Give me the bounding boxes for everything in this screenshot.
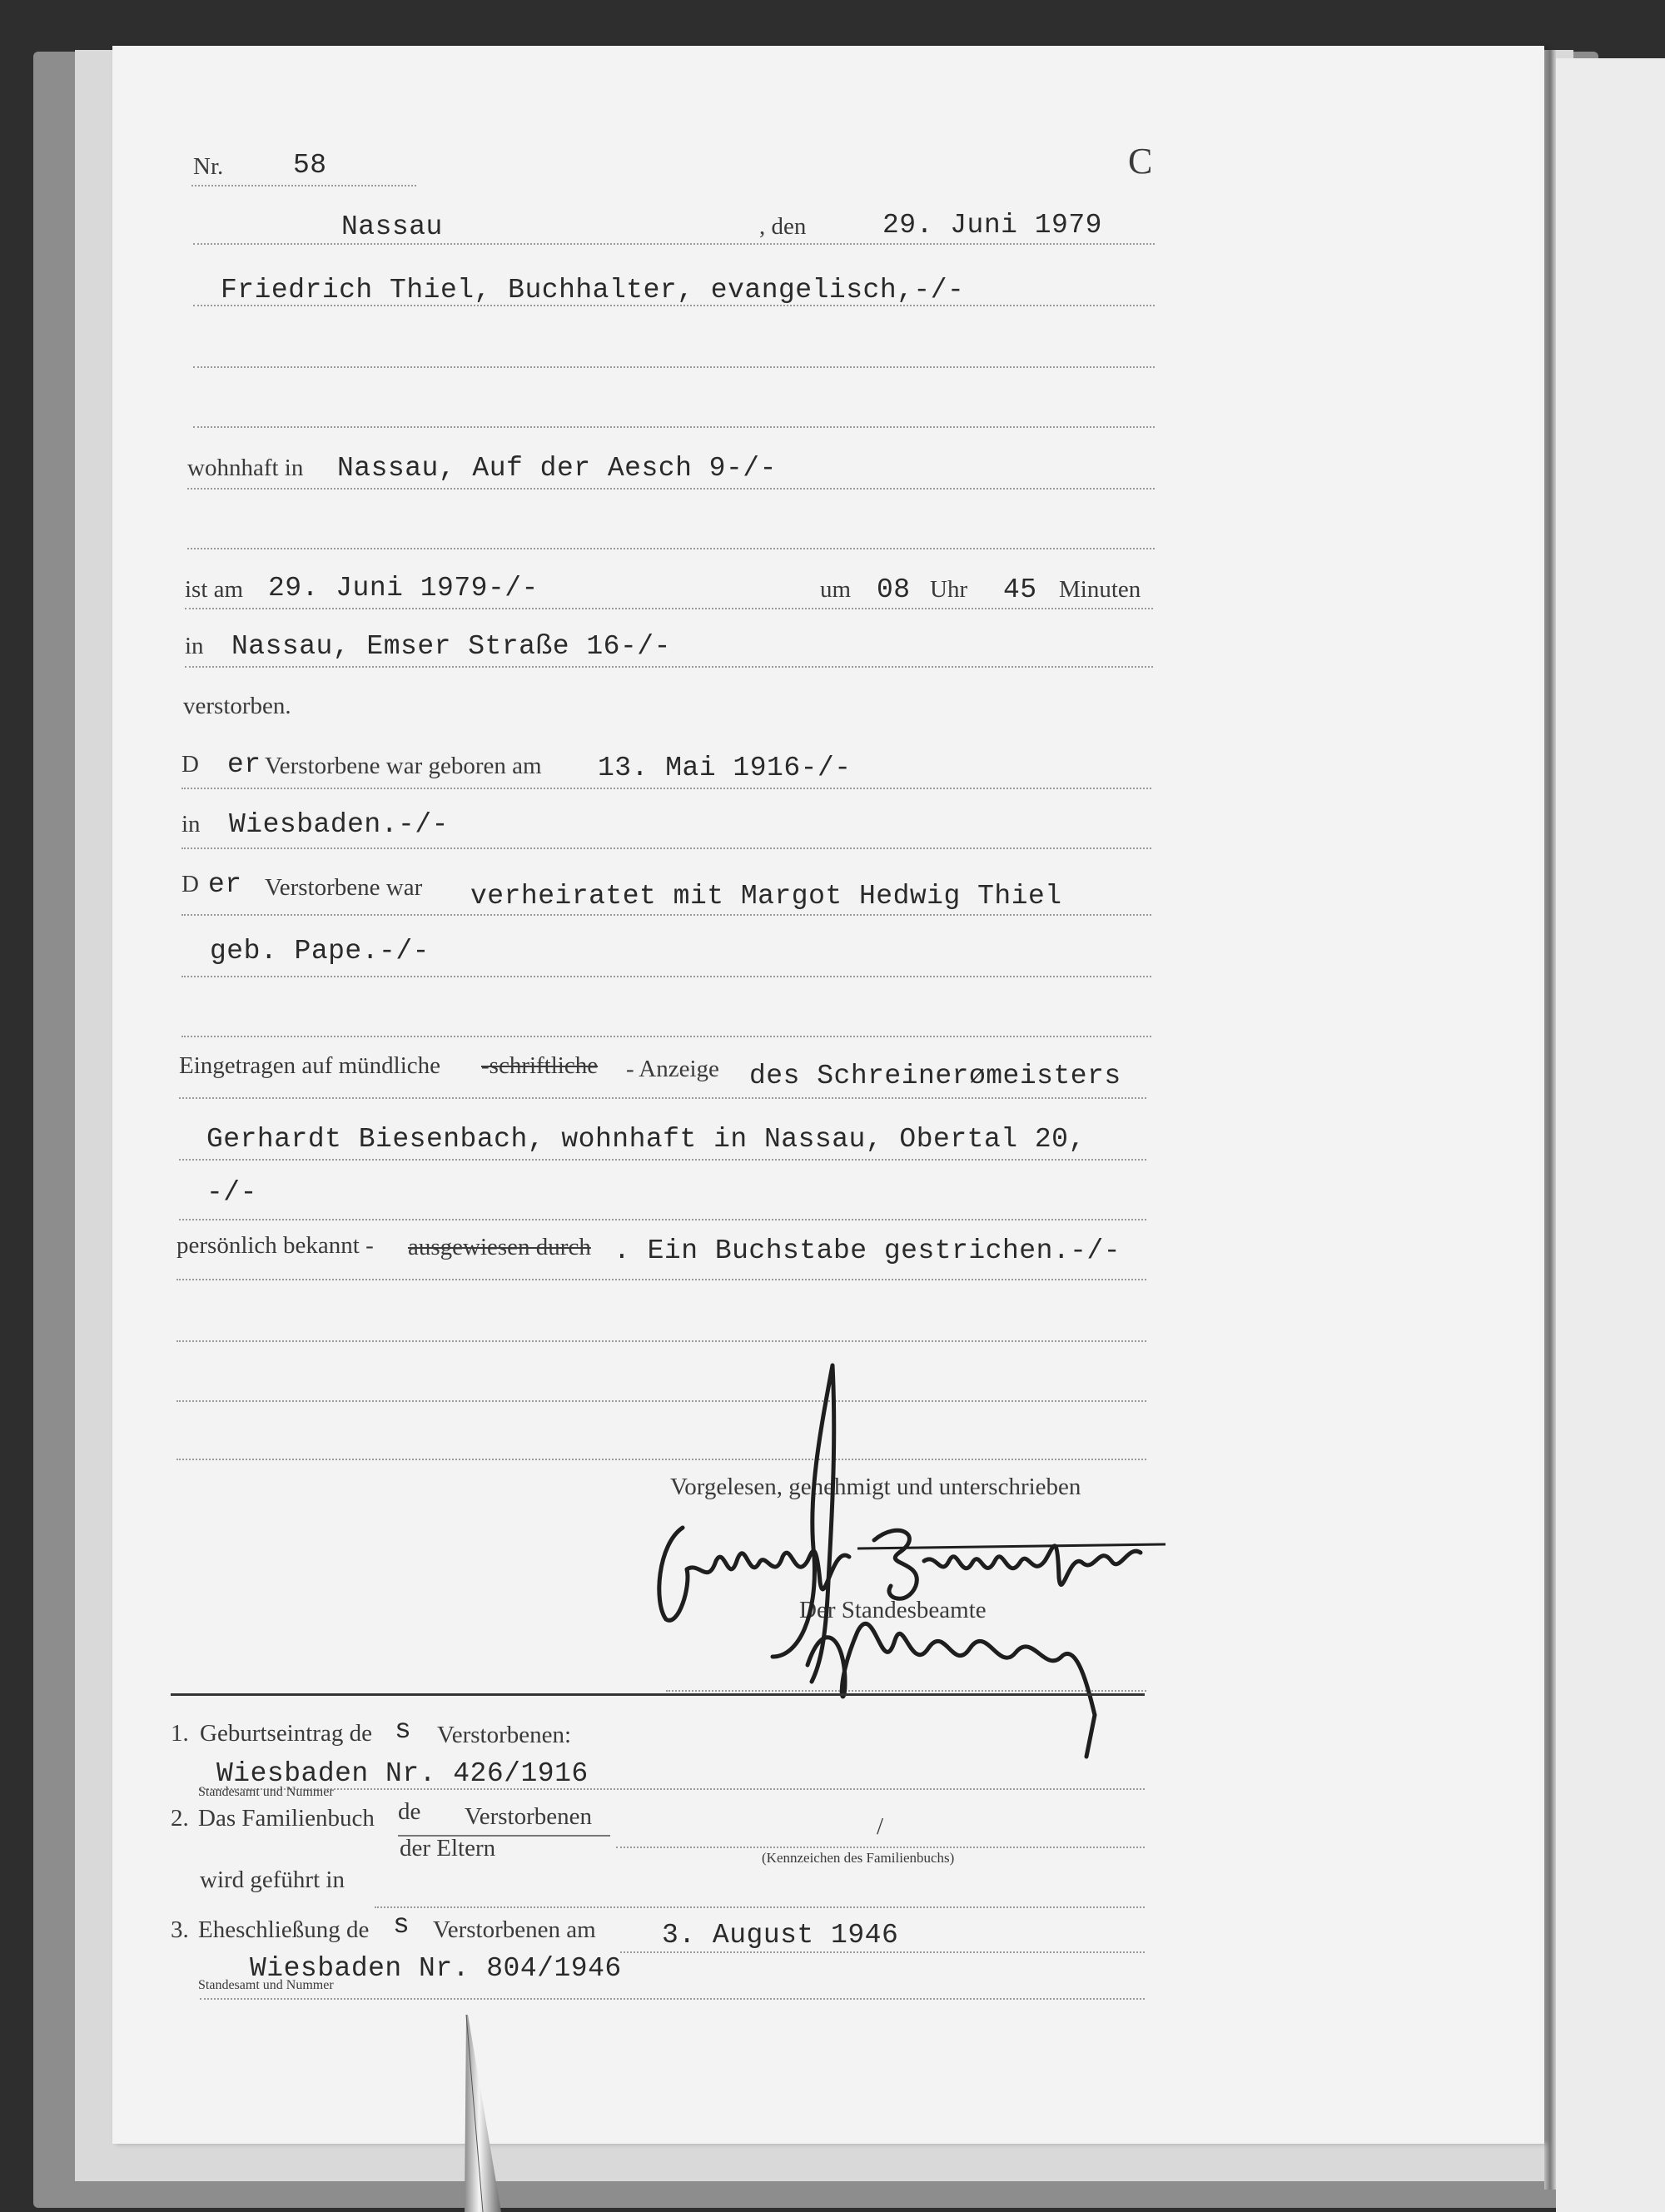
residence-value: Nassau, Auf der Aesch 9-/- <box>337 453 777 484</box>
line-person-3 <box>193 426 1155 428</box>
official-signature <box>749 1365 1166 1740</box>
place-value: Nassau <box>341 211 443 242</box>
entry-date: 29. Juni 1979 <box>882 210 1102 241</box>
line-person-2 <box>193 366 1155 368</box>
line-marital-2 <box>181 976 1151 977</box>
fn3-label: Eheschließung de <box>198 1916 370 1943</box>
pen-image <box>450 2015 516 2212</box>
line-fn1 <box>200 1788 1145 1790</box>
fn1-s: s <box>395 1715 412 1746</box>
death-place: Nassau, Emser Straße 16-/- <box>231 631 671 662</box>
fn3-number: 3. <box>171 1916 189 1943</box>
marital-er-suffix: er <box>208 869 242 900</box>
fn3-standesamt-label: Standesamt und Nummer <box>198 1978 334 1992</box>
fn1-label: Geburtseintrag de <box>200 1720 372 1747</box>
minuten-label: Minuten <box>1059 576 1141 603</box>
fn2-gefuehrt: wird geführt in <box>200 1867 345 1893</box>
fn1-number: 1. <box>171 1720 189 1747</box>
fn2-kennzeichen: (Kennzeichen des Familienbuchs) <box>762 1850 955 1866</box>
line-residence-1 <box>187 488 1155 490</box>
fn2-de: de <box>398 1798 421 1825</box>
death-date: 29. Juni 1979-/- <box>268 573 539 604</box>
line-person-1 <box>193 305 1155 306</box>
line-birth-1 <box>181 788 1151 789</box>
line-fn3-2 <box>200 1998 1145 2000</box>
death-minutes: 45 <box>1003 574 1037 605</box>
informant-line-2: Gerhardt Biesenbach, wohnhaft in Nassau, Obertal 20, <box>206 1124 1086 1155</box>
birth-place-label: in <box>181 811 201 838</box>
line-fn2 <box>616 1847 1145 1848</box>
known-note: . Ein Buchstabe gestrichen.-/- <box>614 1235 1121 1266</box>
fn2-label: Das Familienbuch <box>198 1805 375 1832</box>
nr-value: 58 <box>293 150 327 181</box>
line-death-2 <box>185 666 1153 668</box>
known-struck: ausgewiesen durch <box>408 1234 591 1260</box>
registration-label-start: Eingetragen auf mündliche <box>179 1052 441 1079</box>
birth-label: Verstorbene war geboren am <box>265 753 542 779</box>
birth-place: Wiesbaden.-/- <box>229 809 449 840</box>
book-gutter <box>1544 50 1556 2190</box>
fn3-label2: Verstorbenen am <box>433 1916 596 1943</box>
informant-line-3: -/- <box>206 1177 257 1208</box>
death-date-label: ist am <box>185 576 244 603</box>
line-marital-3 <box>181 1036 1151 1037</box>
death-place-label: in <box>185 633 204 659</box>
fn1-standesamt-label: Standesamt und Nummer <box>198 1785 334 1799</box>
person-line: Friedrich Thiel, Buchhalter, evangelisch,-/- <box>221 275 965 306</box>
line-registration-1 <box>179 1097 1146 1099</box>
fn3-value: Wiesbaden Nr. 804/1946 <box>250 1953 622 1984</box>
registration-label-end: - Anzeige <box>626 1056 719 1082</box>
footnote-divider <box>171 1693 1145 1696</box>
marital-value-2: geb. Pape.-/- <box>210 936 430 967</box>
line-registration-2 <box>179 1159 1146 1161</box>
nr-line <box>191 185 416 186</box>
death-hour: 08 <box>877 574 911 605</box>
um-label: um <box>820 576 852 603</box>
residence-label: wohnhaft in <box>187 455 304 481</box>
register-code: C <box>1128 141 1153 181</box>
known-label: persönlich bekannt - <box>176 1232 374 1259</box>
fn1-label2: Verstorbenen: <box>437 1722 572 1748</box>
marital-value-1: verheiratet mit Margot Hedwig Thiel <box>470 881 1062 912</box>
official-label: Der Standesbeamte <box>799 1597 987 1623</box>
read-approved-label: Vorgelesen, genehmigt und unterschrieben <box>670 1474 1081 1500</box>
line-fn2-2 <box>375 1906 1145 1908</box>
fn2-number: 2. <box>171 1805 189 1832</box>
birth-er-suffix: er <box>227 749 261 780</box>
den-label: , den <box>759 213 807 240</box>
line-fn3-1 <box>620 1951 1145 1953</box>
marital-label: Verstorbene war <box>265 874 423 901</box>
fn2-eltern: der Eltern <box>400 1835 496 1862</box>
line-place <box>193 243 1155 245</box>
line-registration-3 <box>179 1219 1146 1220</box>
nr-label: Nr. <box>193 153 224 180</box>
facing-page <box>1556 58 1665 2212</box>
line-death-1 <box>185 608 1153 609</box>
fn2-verstorbenen: Verstorbenen <box>465 1803 593 1830</box>
fn1-value: Wiesbaden Nr. 426/1916 <box>216 1758 589 1789</box>
informant-line-1: des Schreinerømeisters <box>749 1061 1121 1091</box>
line-marital-1 <box>181 914 1151 916</box>
line-birth-2 <box>181 848 1151 849</box>
verstorben-label: verstorben. <box>183 693 291 719</box>
registration-struck: -schriftliche <box>481 1052 599 1079</box>
fn3-date: 3. August 1946 <box>662 1920 899 1951</box>
birth-date: 13. Mai 1916-/- <box>598 753 852 783</box>
birth-d-prefix: D <box>181 751 199 778</box>
line-known-2 <box>176 1340 1146 1342</box>
fn3-s: s <box>393 1910 410 1941</box>
uhr-label: Uhr <box>930 576 968 603</box>
fn2-slash: / <box>877 1813 884 1840</box>
line-residence-2 <box>187 548 1155 549</box>
line-known-1 <box>176 1279 1146 1280</box>
marital-d-prefix: D <box>181 871 199 897</box>
